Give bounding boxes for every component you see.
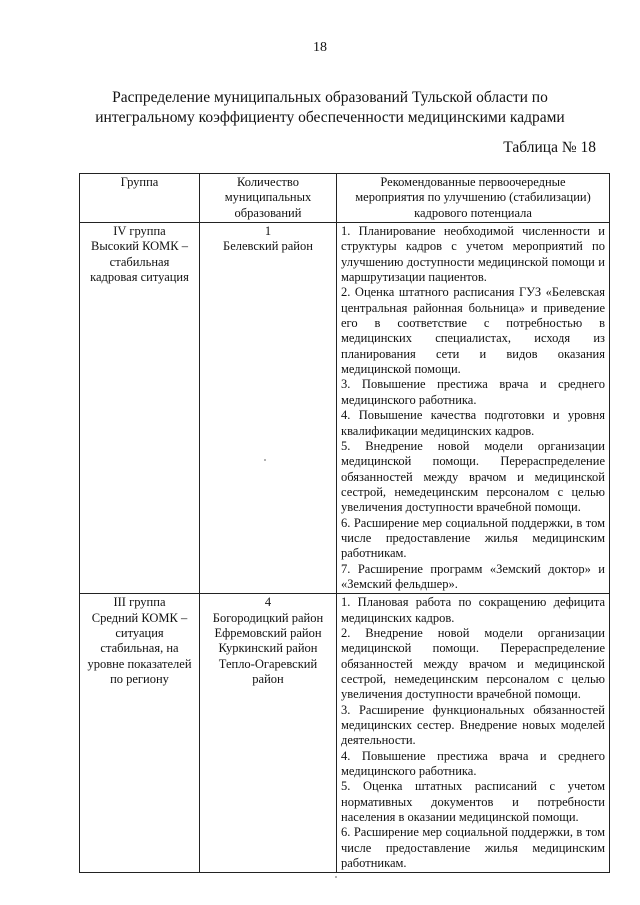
measure-item: 5. Оценка штатных расписаний с учетом нормативных документов и потребности населения в оказании медицинской помощи. [341,779,605,825]
measure-item: 5. Внедрение новой модели организации медицинской помощи. Перераспределение обязанностей между врачом и медицинской сестрой, немедецинским персоналом с целью увеличения доступности врачебной помощи. [341,438,605,515]
distribution-table [79,173,610,873]
table-label: Таблица № 18 [503,139,596,156]
table-row [80,223,610,594]
title-line: интегральному коэффициенту обеспеченности медицинскими кадрами [95,109,565,126]
district-name: Белевский район [223,239,313,254]
measure-item: 3. Расширение функциональных обязанностей медицинских сестер. Внедрение новых моделей деятельности. [341,702,605,748]
header-count: Количество муниципальных образований [200,174,337,223]
table-row [80,594,610,873]
district-name: Тепло-Огаревский [218,656,318,671]
header-measures: Рекомендованные первоочередные мероприятия по улучшению (стабилизации) кадрового потенциала [337,174,610,223]
header-group: Группа [80,174,200,223]
table-header-row [80,174,610,223]
measure-item: 1. Плановая работа по сокращению дефицита медицинских кадров. [341,595,605,625]
measure-item: 2. Оценка штатного расписания ГУЗ «Белевская центральная районная больница» и приведение его в соответствие с потребностью в медицинских специалистах, исходя из планирования сети и видов оказания медицинской помощи. [341,285,605,377]
district-name: район [252,672,284,686]
measures-cell [337,594,610,873]
district-name: Куркинский район [218,641,318,656]
measure-item: 2. Внедрение новой модели организации медицинской помощи. Перераспределение обязанностей между врачом и медицинской сестрой, немедецинским персоналом с целью увеличения доступности врачебной помощи. [341,625,605,702]
district-name: Богородицкий район [212,610,324,625]
measure-item: 6. Расширение мер социальной поддержки, в том числе предоставление жилья медицинским работникам. [341,515,605,561]
count-cell [200,594,337,873]
document-title [70,88,590,128]
count-cell [200,223,337,594]
measure-item: 6. Расширение мер социальной поддержки, в том числе предоставление жилья медицинским работникам. [341,825,605,871]
measure-item: 3. Повышение престижа врача и среднего медицинского работника. [341,377,605,407]
measure-item: 4. Повышение престижа врача и среднего медицинского работника. [341,748,605,779]
page-number: 18 [313,40,327,55]
scan-speck [264,459,266,461]
group-cell: III группа Средний КОМК – ситуация стабильная, на уровне показателей по региону [80,594,200,873]
municipality-count: 1 [264,224,272,239]
title-line: Распределение муниципальных образований Тульской области по [112,89,548,106]
group-cell: IV группа Высокий КОМК – стабильная кадровая ситуация [80,223,200,594]
district-name: Ефремовский район [214,625,322,640]
municipality-count: 4 [264,595,272,610]
measure-item: 4. Повышение качества подготовки и уровня квалификации медицинских кадров. [341,408,605,438]
scan-speck [335,876,337,878]
measure-item: 1. Планирование необходимой численности и структуры кадров с учетом мероприятий по улучшению доступности медицинской помощи и маршрутизации пациентов. [341,224,605,285]
measure-item: 7. Расширение программ «Земский доктор» и «Земский фельдшер». [341,561,605,591]
measures-cell [337,223,610,594]
